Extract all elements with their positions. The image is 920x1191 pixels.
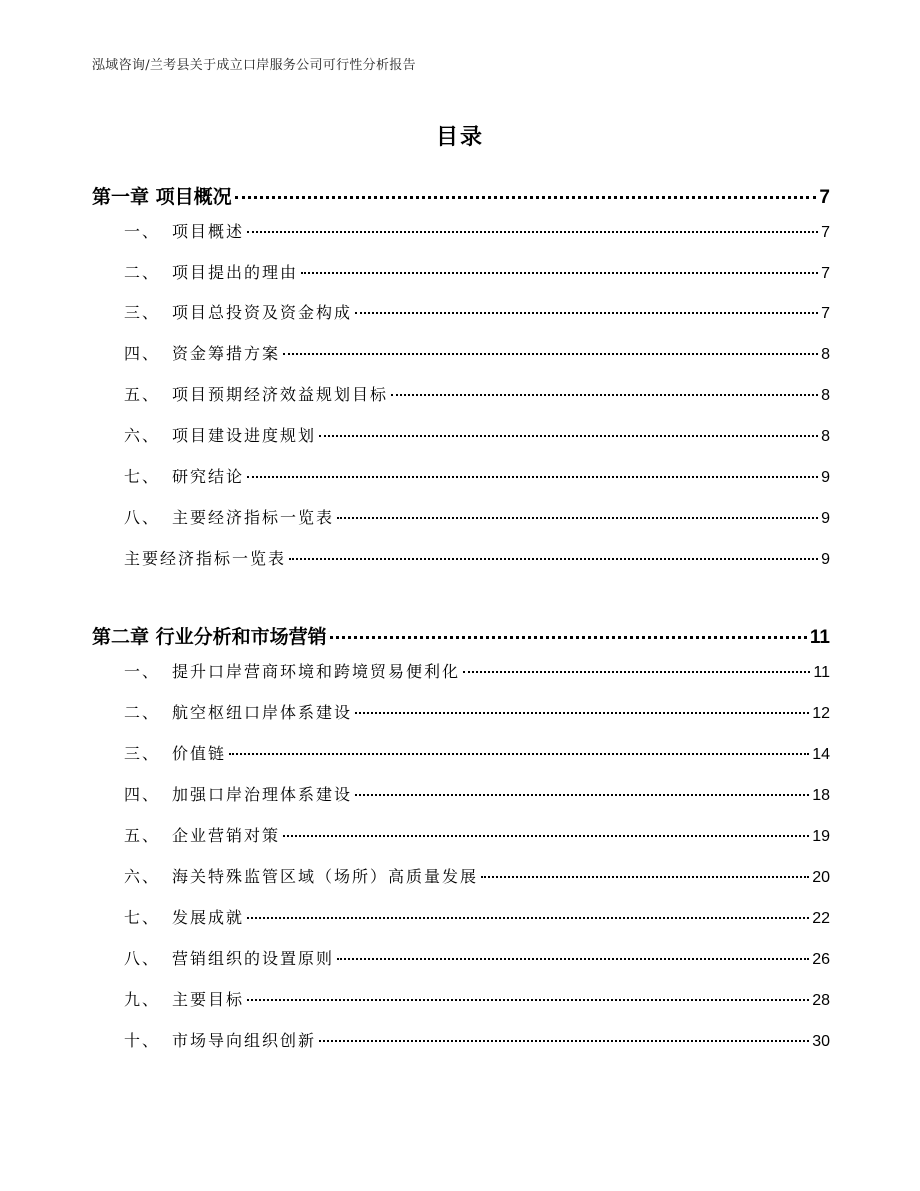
toc-section-entry[interactable] bbox=[124, 741, 830, 764]
toc-section-entry[interactable] bbox=[124, 341, 830, 364]
toc-section-entry[interactable] bbox=[124, 382, 830, 405]
toc-entry-page: 9 bbox=[821, 469, 830, 486]
toc-entry-page: 8 bbox=[821, 428, 830, 445]
toc-entry-page: 8 bbox=[821, 387, 830, 404]
toc-entry-label: 项目建设进度规划 bbox=[172, 426, 317, 445]
leader-dots bbox=[330, 636, 807, 639]
toc-entry-label: 项目概述 bbox=[172, 222, 245, 241]
toc-entry-label: 主要经济指标一览表 bbox=[172, 508, 335, 527]
leader-dots bbox=[283, 835, 809, 837]
leader-dots bbox=[463, 671, 810, 673]
toc-entry-label: 项目预期经济效益规划目标 bbox=[172, 385, 389, 404]
toc-entry-page: 7 bbox=[821, 265, 830, 282]
toc-entry-page: 12 bbox=[812, 705, 830, 722]
leader-dots bbox=[247, 999, 809, 1001]
leader-dots bbox=[247, 231, 818, 233]
toc-entry-label: 研究结论 bbox=[172, 467, 245, 486]
toc-entry-number: 三、 bbox=[124, 744, 161, 763]
toc-section-entry[interactable] bbox=[124, 423, 830, 446]
toc-entry-number: 七、 bbox=[124, 467, 161, 486]
toc-entry-label: 第一章 项目概况 bbox=[92, 186, 232, 208]
leader-dots bbox=[481, 876, 809, 878]
toc-chapter-entry[interactable] bbox=[92, 622, 830, 649]
toc-section-entry[interactable] bbox=[124, 905, 830, 928]
toc-entry-label: 价值链 bbox=[172, 744, 227, 763]
toc-entry-page: 7 bbox=[821, 305, 830, 322]
toc-section-entry[interactable] bbox=[124, 546, 830, 569]
toc-entry-number: 六、 bbox=[124, 426, 161, 445]
toc-entry-number: 二、 bbox=[124, 703, 161, 722]
toc-entry-label: 加强口岸治理体系建设 bbox=[172, 785, 353, 804]
toc-entry-page: 9 bbox=[821, 510, 830, 527]
toc-entry-number: 五、 bbox=[124, 826, 161, 845]
toc-entry-page: 8 bbox=[821, 346, 830, 363]
leader-dots bbox=[319, 435, 818, 437]
toc-section-entry[interactable] bbox=[124, 464, 830, 487]
toc-entry-page: 26 bbox=[812, 951, 830, 968]
toc-entry-page: 18 bbox=[812, 787, 830, 804]
toc-title: 目录 bbox=[435, 125, 484, 150]
leader-dots bbox=[391, 394, 818, 396]
leader-dots bbox=[289, 558, 818, 560]
toc-entry-page: 11 bbox=[813, 664, 830, 681]
toc-entry-label: 营销组织的设置原则 bbox=[172, 949, 335, 968]
toc-entry-number: 六、 bbox=[124, 867, 161, 886]
leader-dots bbox=[319, 1040, 809, 1042]
toc-section-entry[interactable] bbox=[124, 219, 830, 242]
toc-entry-number: 九、 bbox=[124, 990, 161, 1009]
leader-dots bbox=[337, 958, 809, 960]
toc-section-entry[interactable] bbox=[124, 987, 830, 1010]
toc-section-entry[interactable] bbox=[124, 659, 830, 682]
toc-entry-page: 30 bbox=[812, 1033, 830, 1050]
leader-dots bbox=[355, 312, 818, 314]
toc-entry-label: 提升口岸营商环境和跨境贸易便利化 bbox=[172, 662, 461, 681]
toc-entry-number: 一、 bbox=[124, 222, 161, 241]
toc-entry-page: 9 bbox=[821, 551, 830, 568]
toc-entry-page: 7 bbox=[819, 187, 830, 208]
leader-dots bbox=[247, 917, 809, 919]
toc-chapter-entry[interactable] bbox=[92, 182, 830, 209]
toc-entry-label: 发展成就 bbox=[172, 908, 245, 927]
toc-section-entry[interactable] bbox=[124, 864, 830, 887]
toc-entry-label: 资金筹措方案 bbox=[172, 344, 281, 363]
running-header: 泓域咨询/兰考县关于成立口岸服务公司可行性分析报告 bbox=[92, 58, 416, 73]
leader-dots bbox=[283, 353, 818, 355]
toc-entry-label: 航空枢纽口岸体系建设 bbox=[172, 703, 353, 722]
toc-entry-number: 三、 bbox=[124, 303, 161, 322]
toc-entry-number: 五、 bbox=[124, 385, 161, 404]
toc-entry-page: 20 bbox=[812, 869, 830, 886]
toc-section-entry[interactable] bbox=[124, 823, 830, 846]
toc-entry-page: 22 bbox=[812, 910, 830, 927]
toc-entry-page: 28 bbox=[812, 992, 830, 1009]
toc-entry-number: 二、 bbox=[124, 263, 161, 282]
leader-dots bbox=[235, 196, 817, 199]
toc-entry-page: 11 bbox=[809, 627, 830, 648]
toc-section-entry[interactable] bbox=[124, 300, 830, 323]
leader-dots bbox=[355, 712, 809, 714]
toc-section-entry[interactable] bbox=[124, 700, 830, 723]
toc-entry-number: 一、 bbox=[124, 662, 161, 681]
toc-entry-label: 项目提出的理由 bbox=[172, 263, 299, 282]
toc-entry-label: 主要经济指标一览表 bbox=[124, 549, 287, 568]
toc-entry-label: 市场导向组织创新 bbox=[172, 1031, 317, 1050]
toc-section-entry[interactable] bbox=[124, 782, 830, 805]
toc-section-entry[interactable] bbox=[124, 260, 830, 283]
toc-section-entry[interactable] bbox=[124, 946, 830, 969]
toc-entry-label: 主要目标 bbox=[172, 990, 245, 1009]
leader-dots bbox=[337, 517, 818, 519]
toc-entry-label: 海关特殊监管区域（场所）高质量发展 bbox=[172, 867, 479, 886]
toc-entry-number: 七、 bbox=[124, 908, 161, 927]
toc-entry-page: 14 bbox=[812, 746, 830, 763]
toc-section-entry[interactable] bbox=[124, 1028, 830, 1051]
leader-dots bbox=[301, 272, 818, 274]
leader-dots bbox=[247, 476, 818, 478]
toc-entry-number: 四、 bbox=[124, 785, 161, 804]
toc-entry-label: 第二章 行业分析和市场营销 bbox=[92, 626, 327, 648]
toc-entry-number: 四、 bbox=[124, 344, 161, 363]
toc-entry-label: 项目总投资及资金构成 bbox=[172, 303, 353, 322]
toc-entry-number: 八、 bbox=[124, 949, 161, 968]
toc-entry-number: 八、 bbox=[124, 508, 161, 527]
toc-entry-label: 企业营销对策 bbox=[172, 826, 281, 845]
leader-dots bbox=[355, 794, 809, 796]
toc-entry-page: 7 bbox=[821, 224, 830, 241]
toc-section-entry[interactable] bbox=[124, 505, 830, 528]
toc-entry-number: 十、 bbox=[124, 1031, 161, 1050]
toc-entry-page: 19 bbox=[812, 828, 830, 845]
leader-dots bbox=[229, 753, 809, 755]
